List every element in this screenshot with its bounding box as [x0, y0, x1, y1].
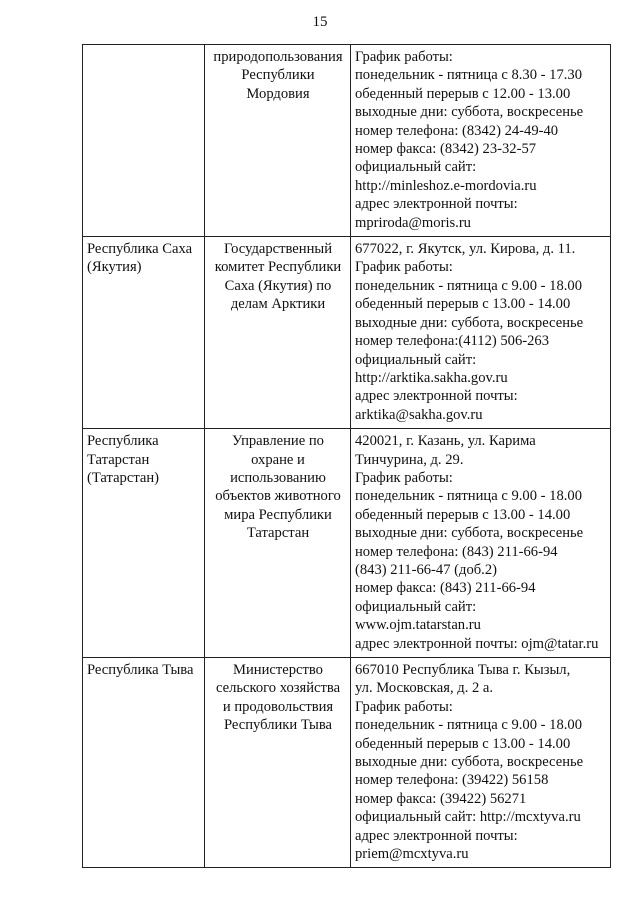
contact-line: номер факса: (8342) 23-32-57 — [355, 141, 537, 158]
contact-line: понедельник - пятница с 9.00 - 18.00 — [355, 488, 583, 505]
contact-line: выходные дни: суббота, воскресенье — [355, 314, 584, 331]
contact-line: номер факса: (39422) 56271 — [355, 790, 527, 807]
agency-line: Министерство — [233, 662, 323, 678]
contact-line: выходные дни: суббота, воскресенье — [355, 104, 584, 121]
table-row — [83, 658, 611, 868]
contact-line: arktika@sakha.gov.ru — [355, 406, 483, 423]
contact-line: 420021, г. Казань, ул. Карима — [355, 433, 536, 450]
region-line: Республика Тыва — [87, 662, 194, 678]
contact-line: обеденный перерыв с 13.00 - 14.00 — [355, 735, 571, 752]
region-cell — [83, 237, 205, 429]
agency-line: делам Арктики — [230, 296, 326, 313]
agency-line: Республики — [241, 67, 315, 84]
contact-line: 677022, г. Якутск, ул. Кирова, д. 11. — [355, 241, 576, 258]
contact-line: Тинчурина, д. 29. — [355, 451, 464, 468]
contact-line: понедельник - пятница с 9.00 - 18.00 — [355, 717, 583, 734]
region-line: (Якутия) — [87, 259, 142, 276]
regions-contacts-table — [82, 44, 611, 868]
contact-line: понедельник - пятница с 9.00 - 18.00 — [355, 277, 583, 294]
contact-line: priem@mcxtyva.ru — [355, 846, 469, 863]
agency-cell — [205, 429, 351, 658]
table-body — [83, 45, 611, 868]
contact-line: номер телефона: (39422) 56158 — [355, 772, 549, 789]
contact-line: официальный сайт: — [355, 598, 477, 615]
agency-line: сельского хозяйства — [215, 680, 341, 697]
contact-line: адрес электронной почты: — [355, 827, 518, 844]
agency-line: Саха (Якутия) по — [224, 277, 332, 294]
region-cell — [83, 45, 205, 237]
contact-line: адрес электронной почты: — [355, 196, 518, 213]
table-row — [83, 237, 611, 429]
contact-line: http://minleshoz.e-mordovia.ru — [355, 177, 537, 194]
agency-cell — [205, 237, 351, 429]
agency-line: Управление по — [232, 433, 324, 450]
contact-line: mpriroda@moris.ru — [355, 214, 471, 231]
contact-line: обеденный перерыв с 13.00 - 14.00 — [355, 296, 571, 313]
table-row — [83, 45, 611, 237]
agency-line: Мордовия — [246, 85, 310, 102]
agency-line: мира Республики — [224, 506, 332, 523]
contact-line: адрес электронной почты: — [355, 388, 518, 405]
agency-line: Государственный — [223, 241, 333, 258]
page-number: 15 — [312, 14, 328, 30]
contact-line: номер телефона: (843) 211-66-94 — [355, 543, 558, 560]
contact-line: номер телефона:(4112) 506-263 — [355, 333, 550, 350]
region-line: Республика Саха — [87, 241, 193, 258]
contact-line: обеденный перерыв с 13.00 - 14.00 — [355, 506, 571, 523]
contact-line: обеденный перерыв с 12.00 - 13.00 — [355, 85, 571, 102]
contact-line: официальный сайт: http://mcxtyva.ru — [355, 809, 581, 826]
contact-line: выходные дни: суббота, воскресенье — [355, 754, 584, 771]
agency-line: охране и — [251, 451, 305, 468]
contact-line: График работы: — [355, 49, 453, 65]
contact-line: адрес электронной почты: ojm@tatar.ru — [355, 635, 599, 652]
contact-line: ул. Московская, д. 2 а. — [355, 680, 494, 697]
contact-line: номер телефона: (8342) 24-49-40 — [355, 122, 559, 139]
region-line: Татарстан — [87, 451, 150, 468]
contact-line: (843) 211-66-47 (доб.2) — [355, 561, 497, 578]
contact-line: График работы: — [355, 259, 453, 276]
contact-line: официальный сайт: — [355, 351, 477, 368]
agency-line: объектов животного — [215, 488, 341, 505]
table-row — [83, 429, 611, 658]
agency-line: природопользования — [213, 49, 343, 65]
agency-line: и продовольствия — [222, 698, 334, 715]
contacts-cell — [351, 237, 611, 429]
contact-line: График работы: — [355, 698, 453, 715]
agency-line: использованию — [230, 469, 326, 486]
contact-line: выходные дни: суббота, воскресенье — [355, 525, 584, 542]
contact-line: 667010 Республика Тыва г. Кызыл, — [355, 662, 571, 678]
contact-line: График работы: — [355, 469, 453, 486]
agency-line: Республики Тыва — [223, 717, 333, 734]
region-line: (Татарстан) — [87, 469, 160, 486]
contacts-cell — [351, 45, 611, 237]
region-cell — [83, 658, 205, 868]
contact-line: понедельник - пятница с 8.30 - 17.30 — [355, 67, 583, 84]
contacts-cell — [351, 429, 611, 658]
agency-line: Татарстан — [246, 525, 310, 542]
agency-line: комитет Республики — [214, 259, 342, 276]
contact-line: http://arktika.sakha.gov.ru — [355, 369, 508, 386]
contact-line: www.ojm.tatarstan.ru — [355, 617, 481, 634]
agency-cell — [205, 658, 351, 868]
contact-line: номер факса: (843) 211-66-94 — [355, 580, 536, 597]
region-line: Республика — [87, 433, 159, 450]
agency-cell — [205, 45, 351, 237]
contacts-cell — [351, 658, 611, 868]
contact-line: официальный сайт: — [355, 159, 477, 176]
region-cell — [83, 429, 205, 658]
